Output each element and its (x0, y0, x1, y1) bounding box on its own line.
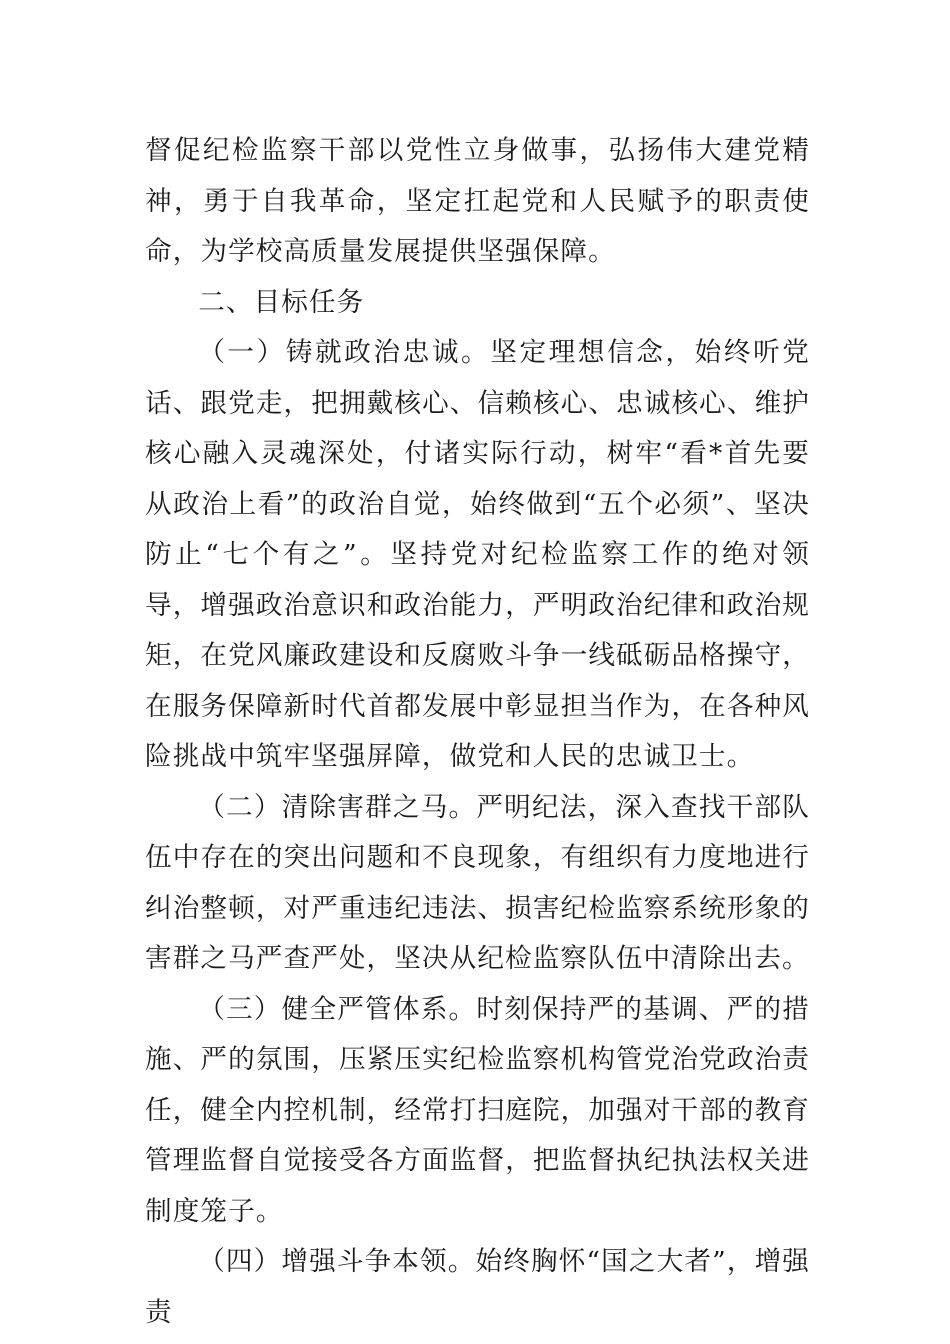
paragraph-item-2: （二）清除害群之马。严明纪法，深入查找干部队伍中存在的突出问题和不良现象，有组织有力度地进行纠治整顿，对严重违纪违法、损害纪检监察系统形象的害群之马严查严处，坚决从纪检监察队伍中清除出去。 (145, 791, 810, 974)
paragraph-item-1: （一）铸就政治忠诚。坚定理想信念，始终听党话、跟党走，把拥戴核心、信赖核心、忠诚核心、维护核心融入灵魂深处，付诸实际行动，树牢“看*首先要从政治上看”的政治自觉，始终做到“五个必须”、坚决防止“七个有之”。坚持党对纪检监察工作的绝对领导，增强政治意识和政治能力，严明政治纪律和政治规矩，在党风廉政建设和反腐败斗争一线砥砺品格操守，在服务保障新时代首都发展中彰显担当作为，在各种风险挑战中筑牢坚强屏障，做党和人民的忠诚卫士。 (145, 337, 810, 772)
paragraph-item-4: （四）增强斗争本领。始终胸怀“国之大者”，增强责 (145, 1246, 810, 1328)
paragraph-item-3: （三）健全严管体系。时刻保持严的基调、严的措施、严的氛围，压紧压实纪检监察机构管党治党政治责任，健全内控机制，经常打扫庭院，加强对干部的教育管理监督自觉接受各方面监督，把监督执纪执法权关进制度笼子。 (145, 993, 810, 1227)
document-body (145, 126, 810, 1338)
paragraph-intro: 督促纪检监察干部以党性立身做事，弘扬伟大建党精神，勇于自我革命，坚定扛起党和人民赋予的职责使命，为学校高质量发展提供坚强保障。 (145, 135, 810, 267)
section-heading: 二、目标任务 (198, 286, 365, 318)
